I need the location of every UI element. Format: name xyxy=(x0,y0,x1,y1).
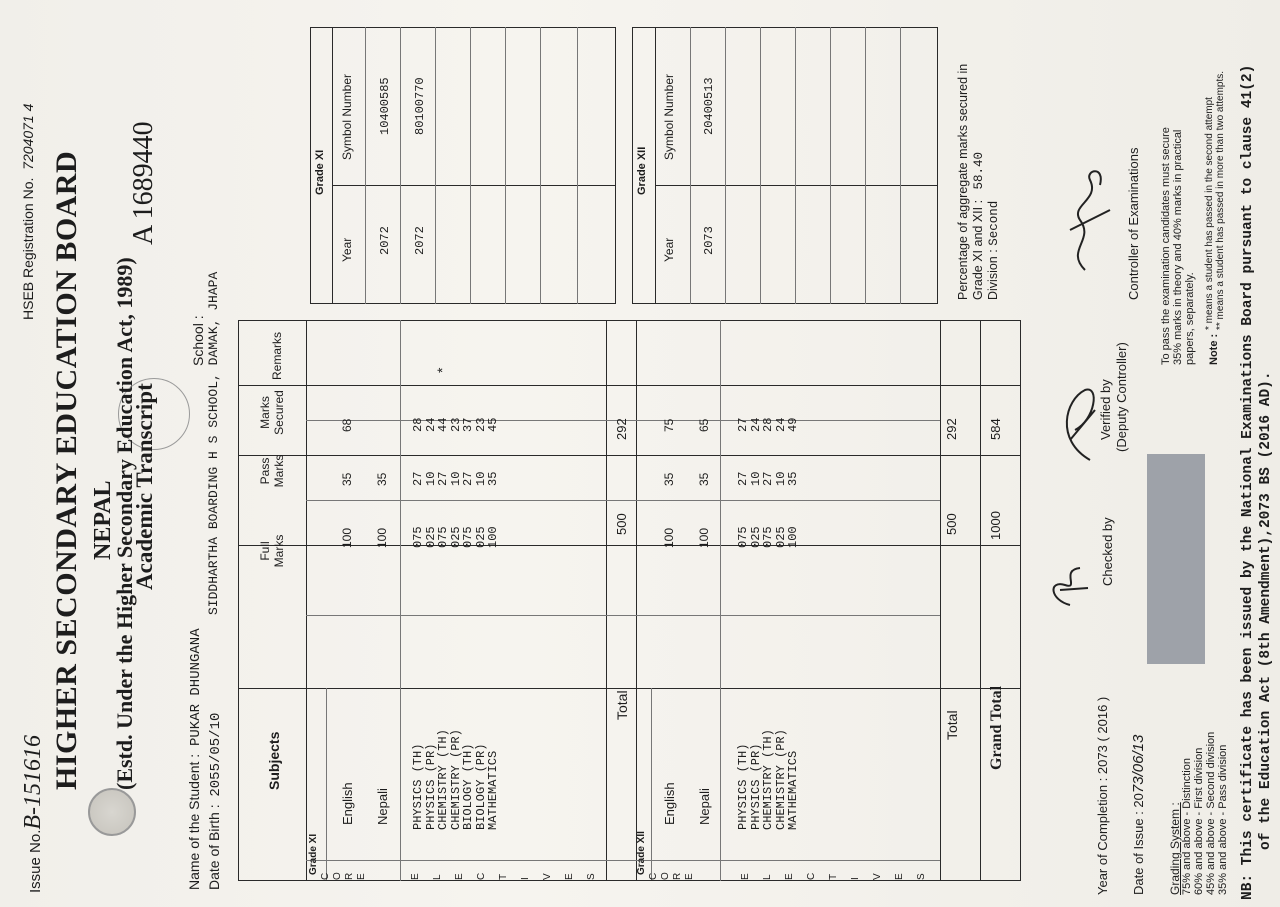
full-marks: 075 xyxy=(411,526,425,548)
pass-marks: 35 xyxy=(340,472,354,486)
full-marks: 025 xyxy=(748,526,763,548)
symbol-number: 20400513 xyxy=(702,77,716,135)
division-line: Division : Second xyxy=(986,200,1001,300)
side-letter: V xyxy=(542,873,553,880)
total-xi-full: 500 xyxy=(614,513,629,535)
note-label: Note : xyxy=(1208,333,1220,365)
total-xi-label: Total xyxy=(614,690,630,720)
side-letter: C xyxy=(476,872,487,880)
pass-marks: 35 xyxy=(375,472,389,486)
grand-total-secured: 584 xyxy=(988,418,1003,440)
pass-marks: 27 xyxy=(461,471,475,486)
subject-name: English xyxy=(662,782,677,825)
marks-secured: 28 xyxy=(761,417,775,432)
side-letter: C xyxy=(648,872,659,880)
grading-item: 75% and above - Distinction xyxy=(1181,758,1193,895)
pass-marks: 35 xyxy=(662,472,676,486)
subject-name: Nepali xyxy=(697,788,712,825)
subject-name: CHEMISTRY (TH) xyxy=(436,729,450,830)
percentage-line-2: Grade XI and XII : 58.40 xyxy=(971,152,986,300)
side-letter: E xyxy=(564,873,575,880)
marks-secured: 49 xyxy=(786,417,800,432)
side-letter: T xyxy=(828,873,839,880)
remark: * xyxy=(434,367,450,373)
country-name: NEPAL xyxy=(90,480,116,560)
grade-xi-label: Grade XI xyxy=(308,833,319,875)
controller-label: Controller of Examinations xyxy=(1126,147,1141,300)
pass-marks: 10 xyxy=(423,471,438,486)
checked-by-signature xyxy=(1040,560,1100,610)
full-marks: 100 xyxy=(375,527,389,548)
side-letter: E xyxy=(740,873,751,880)
side-letter: R xyxy=(344,872,355,880)
header-pass-marks: Pass Marks xyxy=(258,454,286,488)
controller-signature xyxy=(1055,160,1125,280)
pass-marks: 35 xyxy=(486,471,500,486)
side-letter: O xyxy=(660,872,671,880)
pass-note-line: 35% marks in theory and 40% marks in practical xyxy=(1172,129,1184,365)
full-marks: 075 xyxy=(736,526,750,548)
percentage-line-1: Percentage of aggregate marks secured in xyxy=(956,63,970,300)
symbol-xii-symbol-label: Symbol Number xyxy=(662,73,676,160)
marks-secured: 75 xyxy=(662,418,676,432)
side-letter: S xyxy=(586,873,597,880)
side-letter: I xyxy=(520,877,531,880)
symbol-xi-title: Grade XI xyxy=(314,149,326,195)
subject-name: PHYSICS (TH) xyxy=(736,743,750,830)
side-letter: E xyxy=(894,873,905,880)
note-line: * means a student has passed in the second attempt xyxy=(1204,97,1215,330)
dob-row: Date of Birth : 2055/05/10 xyxy=(206,712,224,890)
symbol-xii-year-label: Year xyxy=(662,237,676,262)
side-letter: I xyxy=(850,877,861,880)
marks-secured: 27 xyxy=(736,417,750,432)
act-line: (Estd. Under the Higher Secondary Education Act, 1989) xyxy=(112,257,137,790)
marks-secured: 24 xyxy=(423,417,438,432)
subject-name: PHYSICS (TH) xyxy=(411,743,425,830)
pass-marks: 10 xyxy=(473,471,488,486)
full-marks: 075 xyxy=(761,526,775,548)
symbol-year: 2072 xyxy=(413,226,427,255)
pass-marks: 10 xyxy=(773,471,788,486)
subject-name: MATHEMATICS xyxy=(486,750,500,830)
marks-secured: 65 xyxy=(697,418,711,432)
subject-name: Nepali xyxy=(375,788,390,825)
full-marks: 025 xyxy=(473,526,488,548)
pass-marks: 27 xyxy=(411,471,425,486)
note-line: ** means a student has passed in more than two attempts. xyxy=(1215,70,1226,330)
marks-secured: 23 xyxy=(448,417,463,432)
symbol-number: 10400585 xyxy=(378,77,392,135)
total-xi-secured: 292 xyxy=(614,418,629,440)
pass-note-line: papers, separately. xyxy=(1184,272,1196,365)
symbol-xi-year-label: Year xyxy=(340,237,354,262)
side-letter: L xyxy=(762,874,773,880)
pass-marks: 35 xyxy=(786,471,800,486)
header-full-marks: Full Marks xyxy=(258,534,286,568)
marks-secured: 28 xyxy=(411,417,425,432)
header-subjects: Subjects xyxy=(266,731,282,790)
redacted-area xyxy=(1147,454,1205,664)
side-letter: E xyxy=(356,873,367,880)
header-marks-secured: Marks Secured xyxy=(258,390,286,435)
nb-line-1: NB: This certificate has been issued by the National Examinations Board pursuant to clause 41(2) xyxy=(1240,64,1256,900)
full-marks: 100 xyxy=(786,526,800,548)
grading-title: Grading System : xyxy=(1168,802,1182,895)
marks-secured: 23 xyxy=(473,417,488,432)
symbol-year: 2072 xyxy=(378,226,392,255)
side-letter: V xyxy=(872,873,883,880)
school-label: School : xyxy=(190,315,206,366)
subject-name: MATHEMATICS xyxy=(786,750,800,830)
side-letter: E xyxy=(454,873,465,880)
symbol-number: 80100770 xyxy=(413,77,427,135)
pass-marks: 27 xyxy=(436,471,450,486)
board-name: HIGHER SECONDARY EDUCATION BOARD xyxy=(50,150,83,790)
subject-name: PHYSICS (PR) xyxy=(748,743,763,830)
full-marks: 100 xyxy=(486,526,500,548)
side-letter: L xyxy=(432,874,443,880)
grand-total-label: Grand Total xyxy=(988,685,1005,770)
header-remarks: Remarks xyxy=(270,331,284,380)
side-letter: C xyxy=(806,872,817,880)
grade-xii-label: Grade XII xyxy=(636,831,647,875)
marks-secured: 44 xyxy=(436,417,450,432)
symbol-year: 2073 xyxy=(702,226,716,255)
marks-secured: 24 xyxy=(773,417,788,432)
full-marks: 025 xyxy=(448,526,463,548)
side-letter: C xyxy=(320,872,331,880)
year-of-completion: Year of Completion : 2073 ( 2016 ) xyxy=(1095,696,1110,895)
serial-number: A 1689440 xyxy=(128,121,159,245)
side-letter: E xyxy=(784,873,795,880)
side-letter: R xyxy=(672,872,683,880)
pass-note-line: To pass the examination candidates must secure xyxy=(1160,127,1172,365)
document-title: Academic Transcript xyxy=(132,383,157,590)
symbol-xi-symbol-label: Symbol Number xyxy=(340,73,354,160)
subject-name: CHEMISTRY (PR) xyxy=(448,729,463,830)
checked-by-label: Checked by xyxy=(1100,517,1115,586)
full-marks: 075 xyxy=(461,526,475,548)
marks-secured: 37 xyxy=(461,417,475,432)
grading-item: 60% and above - First division xyxy=(1193,747,1205,895)
grand-total-full: 1000 xyxy=(988,511,1003,540)
full-marks: 100 xyxy=(340,527,354,548)
subject-name: CHEMISTRY (PR) xyxy=(773,729,788,830)
subject-name: BIOLOGY (PR) xyxy=(473,743,488,830)
side-letter: S xyxy=(916,873,927,880)
subject-name: BIOLOGY (TH) xyxy=(461,743,475,830)
nb-line-2: of the Education Act (8th Amendment),2073 BS (2016 AD). xyxy=(1258,371,1274,850)
verified-by-signature xyxy=(1045,380,1105,470)
verified-by-label: Verified by xyxy=(1098,379,1113,440)
full-marks: 075 xyxy=(436,526,450,548)
pass-marks: 35 xyxy=(697,472,711,486)
subject-name: PHYSICS (PR) xyxy=(423,743,438,830)
full-marks: 025 xyxy=(423,526,438,548)
marks-secured: 45 xyxy=(486,417,500,432)
symbol-xii-title: Grade XII xyxy=(636,146,648,195)
issue-no: Issue No.B-151616 xyxy=(20,734,46,893)
marks-secured: 24 xyxy=(748,417,763,432)
board-emblem xyxy=(88,788,136,836)
registration-no: HSEB Registration No. 7204071 4 xyxy=(20,103,36,320)
full-marks: 100 xyxy=(662,527,676,548)
full-marks: 100 xyxy=(697,527,711,548)
side-letter: E xyxy=(410,873,421,880)
deputy-controller-label: (Deputy Controller) xyxy=(1114,342,1129,452)
subject-name: English xyxy=(340,782,355,825)
total-xii-full: 500 xyxy=(944,513,959,535)
school-name: SIDDHARTHA BOARDING H S SCHOOL, DAMAK, JHAPA xyxy=(206,271,221,615)
marks-secured: 68 xyxy=(340,418,354,432)
pass-marks: 10 xyxy=(448,471,463,486)
date-of-issue: Date of Issue : 2073/06/13 xyxy=(1130,734,1147,895)
full-marks: 025 xyxy=(773,526,788,548)
grading-item: 35% and above - Pass division xyxy=(1217,744,1229,895)
student-name-row: Name of the Student : PUKAR DHUNGANA xyxy=(186,628,204,890)
subject-name: CHEMISTRY (TH) xyxy=(761,729,775,830)
side-letter: T xyxy=(498,873,509,880)
pass-marks: 27 xyxy=(761,471,775,486)
side-letter: E xyxy=(684,873,695,880)
pass-marks: 27 xyxy=(736,471,750,486)
side-letter: O xyxy=(332,872,343,880)
grading-item: 45% and above - Second division xyxy=(1205,731,1217,895)
total-xii-secured: 292 xyxy=(944,418,959,440)
pass-marks: 10 xyxy=(748,471,763,486)
total-xii-label: Total xyxy=(944,710,960,740)
